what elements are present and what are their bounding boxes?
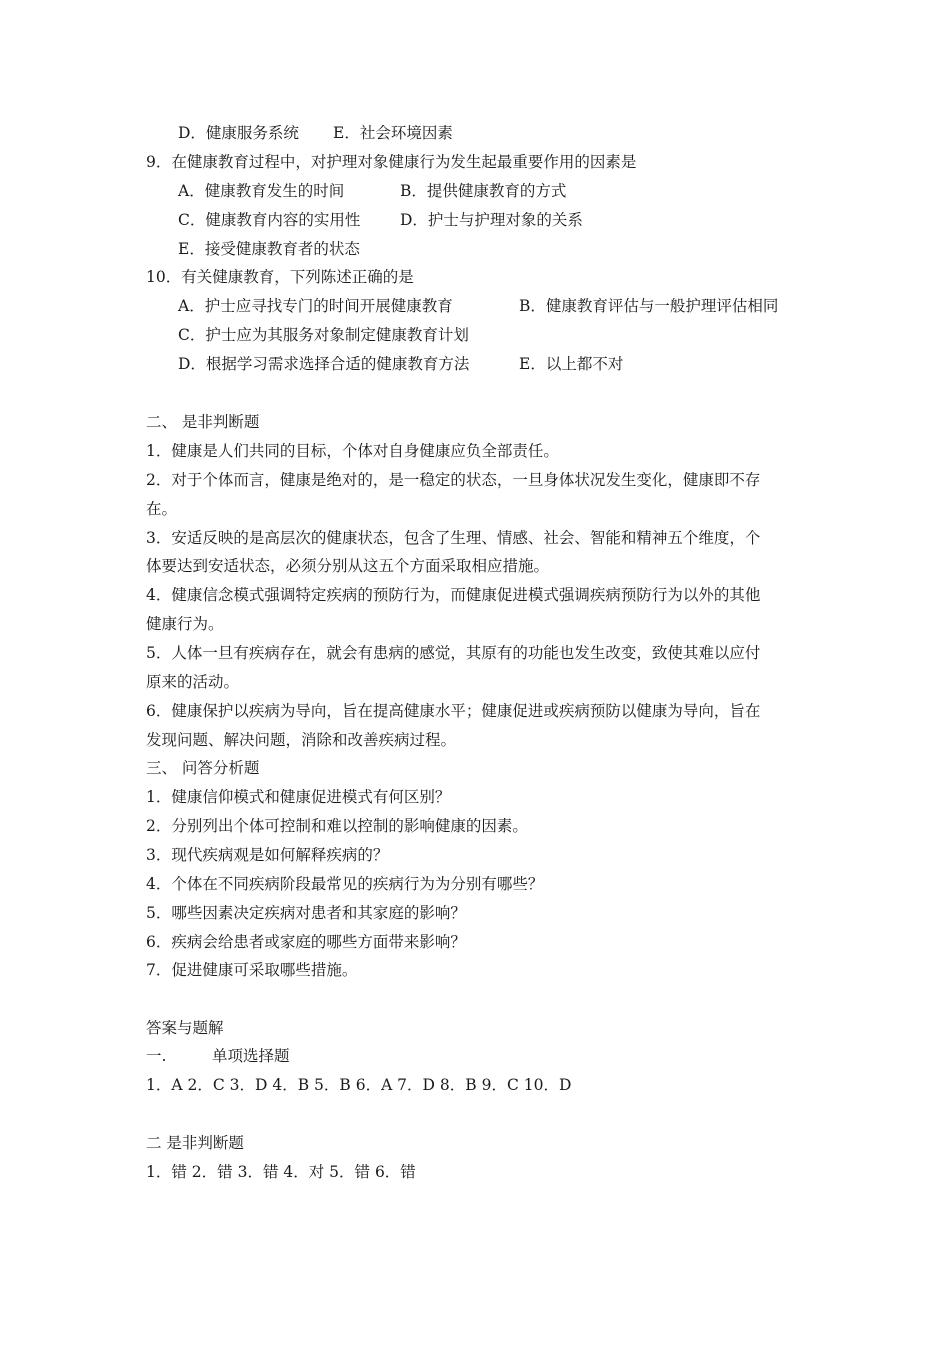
section2-line: 健康行为。 <box>146 615 224 633</box>
section2-line: 3．安适反映的是高层次的健康状态，包含了生理、情感、社会、智能和精神五个维度，个 <box>146 529 761 547</box>
q10-stem: 10．有关健康教育，下列陈述正确的是 <box>146 268 414 286</box>
section2-line: 发现问题、解决问题，消除和改善疾病过程。 <box>146 731 457 749</box>
section3-line: 7．促进健康可采取哪些措施。 <box>146 961 358 979</box>
q10-option-a: A．护士应寻找专门的时间开展健康教育 <box>178 297 453 315</box>
answers-part1-number: 一. <box>146 1047 167 1065</box>
answers-part1-list: 1．A 2．C 3．D 4．B 5．B 6．A 7．D 8．B 9．C 10．D <box>146 1076 572 1094</box>
section3-line: 3．现代疾病观是如何解释疾病的？ <box>146 846 389 864</box>
section3-heading: 三、 问答分析题 <box>146 759 260 777</box>
q10-option-b: B．健康教育评估与一般护理评估相同 <box>519 297 779 315</box>
section2-line: 1．健康是人们共同的目标，个体对自身健康应负全部责任。 <box>146 442 559 460</box>
q9-option-e: E．接受健康教育者的状态 <box>178 240 360 258</box>
answers-part1-title: 单项选择题 <box>212 1047 290 1065</box>
q8-option-d: D．健康服务系统 <box>178 124 299 142</box>
section2-line: 5．人体一旦有疾病存在，就会有患病的感觉，其原有的功能也发生改变，致使其难以应付 <box>146 644 761 662</box>
answers-part2-list: 1．错 2．错 3．错 4．对 5．错 6．错 <box>146 1163 416 1181</box>
section3-line: 1．健康信仰模式和健康促进模式有何区别？ <box>146 788 451 806</box>
section2-line: 在。 <box>146 500 178 518</box>
section3-line: 4．个体在不同疾病阶段最常见的疾病行为为分别有哪些？ <box>146 875 544 893</box>
q9-option-c: C．健康教育内容的实用性 <box>178 211 361 229</box>
q10-option-c: C．护士应为其服务对象制定健康教育计划 <box>178 326 469 344</box>
q10-option-d: D．根据学习需求选择合适的健康教育方法 <box>178 355 470 373</box>
q9-stem: 9．在健康教育过程中，对护理对象健康行为发生起最重要作用的因素是 <box>146 153 637 171</box>
q10-option-e: E．以上都不对 <box>519 355 624 373</box>
section2-line: 6．健康保护以疾病为导向，旨在提高健康水平；健康促进或疾病预防以健康为导向，旨在 <box>146 702 761 720</box>
answers-title: 答案与题解 <box>146 1019 224 1037</box>
q8-option-e: E．社会环境因素 <box>333 124 453 142</box>
section2-heading: 二、 是非判断题 <box>146 413 260 431</box>
section2-line: 4．健康信念模式强调特定疾病的预防行为，而健康促进模式强调疾病预防行为以外的其他 <box>146 586 761 604</box>
q9-option-a: A．健康教育发生的时间 <box>178 182 345 200</box>
section3-line: 5．哪些因素决定疾病对患者和其家庭的影响？ <box>146 904 466 922</box>
section3-line: 6．疾病会给患者或家庭的哪些方面带来影响？ <box>146 933 466 951</box>
q9-option-b: B．提供健康教育的方式 <box>400 182 567 200</box>
section2-line: 体要达到安适状态，必须分别从这五个方面采取相应措施。 <box>146 557 550 575</box>
section3-line: 2．分别列出个体可控制和难以控制的影响健康的因素。 <box>146 817 528 835</box>
q9-option-d: D．护士与护理对象的关系 <box>400 211 583 229</box>
section2-line: 2．对于个体而言，健康是绝对的，是一稳定的状态，一旦身体状况发生变化，健康即不存 <box>146 471 761 489</box>
section2-line: 原来的活动。 <box>146 673 240 691</box>
answers-part2-title: 二 是非判断题 <box>146 1134 244 1152</box>
